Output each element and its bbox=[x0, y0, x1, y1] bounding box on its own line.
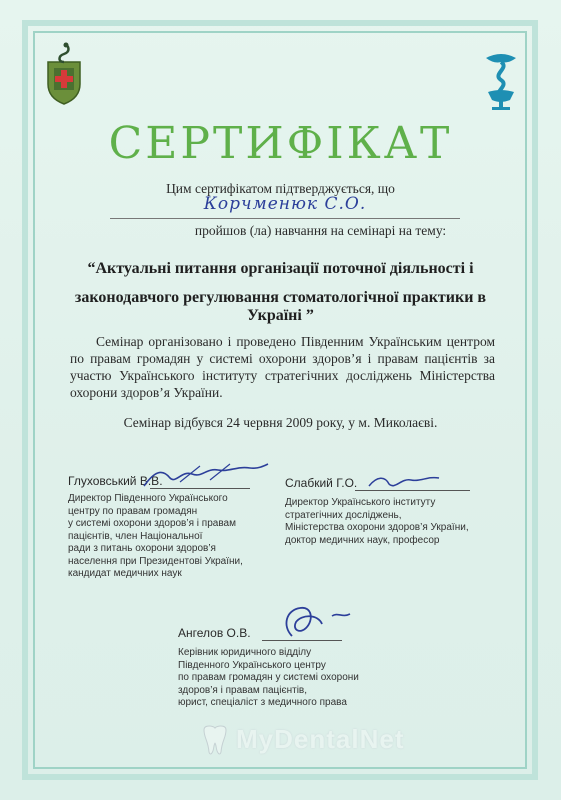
signatory-1-description: Директор Південного Українського центру по правам громадян у системі охорони здоров’я і правам пацієнтів, член Національної ради з питань охорони здоров’я населення при Президентові України, кандидат медичних наук bbox=[68, 493, 243, 579]
signatory-2-description: Директор Українського інституту стратегічних досліджень, Міністерства охорони здоров’я України, доктор медичних наук, професор bbox=[285, 497, 469, 546]
shield-cross-snake-emblem-icon bbox=[40, 40, 88, 108]
recipient-name-field bbox=[110, 194, 460, 219]
watermark bbox=[200, 720, 540, 760]
seminar-topic-line-2: законодавчого регулювання стоматологічної практики в Україні ” bbox=[74, 289, 487, 324]
signatory-3-signature bbox=[262, 596, 357, 642]
signatory-1-name: Глуховський В.В. bbox=[68, 474, 163, 488]
event-date-place: Семінар відбувся 24 червня 2009 року, у м. Миколаєві. bbox=[123, 415, 438, 430]
recipient-name: Корчменюк С.О. bbox=[203, 194, 367, 214]
intro-text: Цим сертифікатом підтверджується, що bbox=[166, 181, 395, 196]
watermark-text: MyDentalNet bbox=[236, 724, 405, 754]
signatory-1-signature bbox=[140, 458, 270, 494]
tooth-icon bbox=[200, 724, 230, 756]
certificate-title: СЕРТИФІКАТ bbox=[108, 118, 453, 169]
completed-text: пройшов (ла) навчання на семінарі на тему: bbox=[194, 223, 447, 238]
seminar-topic-line-1: “Актуальні питання організації поточної діяльності і bbox=[87, 260, 474, 277]
signatory-2-name: Слабкий Г.О. bbox=[285, 476, 358, 490]
signatory-2-signature bbox=[365, 470, 445, 494]
signatory-3-description: Керівник юридичного відділу Південного Українського центру по правам громадян у системі охорони здоров’я і правам пацієнтів, юрист, спеціаліст з медичного права bbox=[178, 647, 359, 708]
signatory-3-name: Ангелов О.В. bbox=[178, 626, 251, 640]
organized-by-paragraph: Семінар організовано і проведено Південним Українським центром по правам громадян у системі охорони здоров’я і правам пацієнтів за участю Українського інституту стратегічних досліджень Міністерства охорони здоров’я України. bbox=[70, 334, 495, 400]
medical-bowl-snake-emblem-icon bbox=[482, 48, 520, 112]
